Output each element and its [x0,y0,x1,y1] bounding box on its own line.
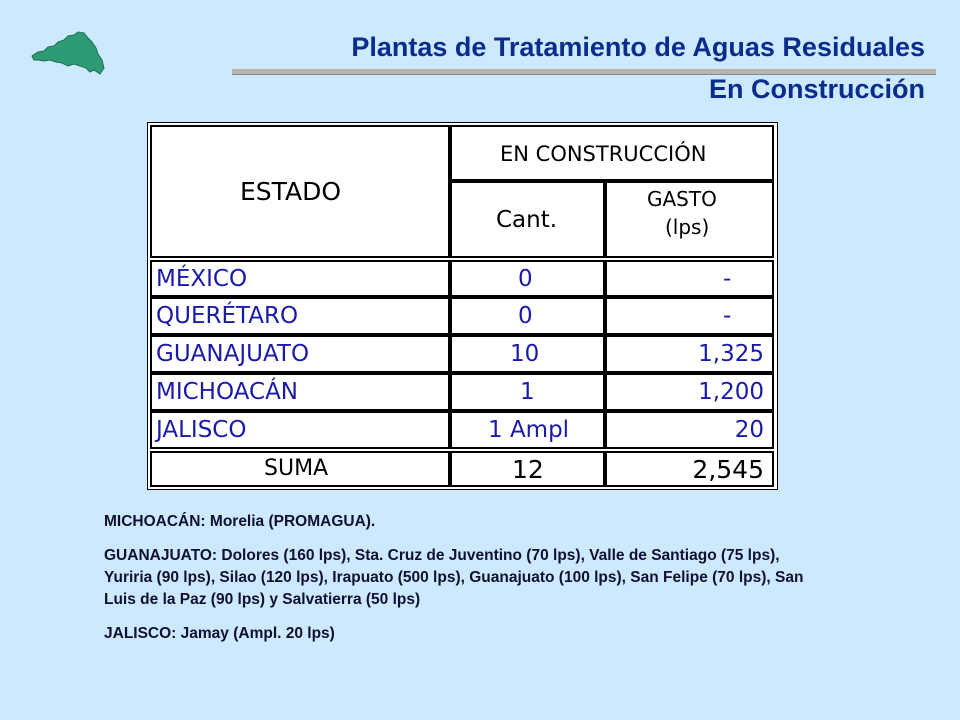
total-gasto: 2,545 [692,455,764,484]
gasto-value: - [723,266,732,292]
cant-value: 0 [518,303,533,329]
table-row-cant [450,373,605,411]
table-row-gasto [605,335,774,373]
total-label: SUMA [264,456,329,481]
construction-table [147,122,778,490]
gasto-value: 1,325 [698,341,764,367]
page-subtitle: En Construcción [708,74,925,104]
header-gasto: GASTO [647,187,717,211]
note-jalisco: JALISCO: Jamay (Ampl. 20 lps) [104,625,335,642]
table-row-estado [150,260,450,297]
header-cant-cell [450,181,605,258]
table-row-estado [150,335,450,373]
cant-value: 1 Ampl [488,417,570,443]
state-name: JALISCO [156,417,247,443]
state-name: MICHOACÁN [156,379,299,405]
table-row-cant [450,260,605,297]
table-row-cant [450,335,605,373]
cant-value: 0 [518,266,533,292]
header-cant: Cant. [496,207,558,233]
table-row-estado [150,411,450,449]
note-michoacan: MICHOACÁN: Morelia (PROMAGUA). [104,513,376,530]
cant-value: 10 [510,341,540,367]
table-row-cant [450,411,605,449]
header-en-construccion: EN CONSTRUCCIÓN [500,142,707,166]
gasto-value: 1,200 [698,379,764,405]
table-row-gasto [605,373,774,411]
cant-value: 1 [520,379,535,405]
table-row-cant [450,297,605,335]
state-name: MÉXICO [156,266,248,292]
gasto-value: - [723,303,732,329]
page-title: Plantas de Tratamiento de Aguas Residuales [351,32,925,62]
table-row-gasto [605,411,774,449]
header-estado: ESTADO [240,177,342,206]
state-name: QUERÉTARO [156,303,299,329]
state-name: GUANAJUATO [156,341,310,367]
table-row-gasto [605,260,774,297]
total-gasto-cell [605,451,774,487]
header-estado-cell [150,125,450,258]
total-label-cell [150,451,450,487]
note-guanajuato: GUANAJUATO: Dolores (160 lps), Sta. Cruz de Juventino (70 lps), Valle de Santiago (75 lps), Yuriria (90 lps), Silao (120 lps), Irapuato (500 lps), Guanajuato (100 lps), San Felipe (70 lps), San Luis de la Paz (90 lps) y Salvatierra (50 lps) [104,547,804,608]
table-row-estado [150,373,450,411]
table-row-estado [150,297,450,335]
total-cant: 12 [512,455,544,484]
table-row-gasto [605,297,774,335]
map-of-region-icon [30,30,106,76]
total-cant-cell [450,451,605,487]
header-group-cell [450,125,774,181]
notes-section [104,511,804,657]
header-gasto-cell [605,181,774,258]
header-gasto-unit: (lps) [665,215,710,239]
gasto-value: 20 [734,417,764,443]
